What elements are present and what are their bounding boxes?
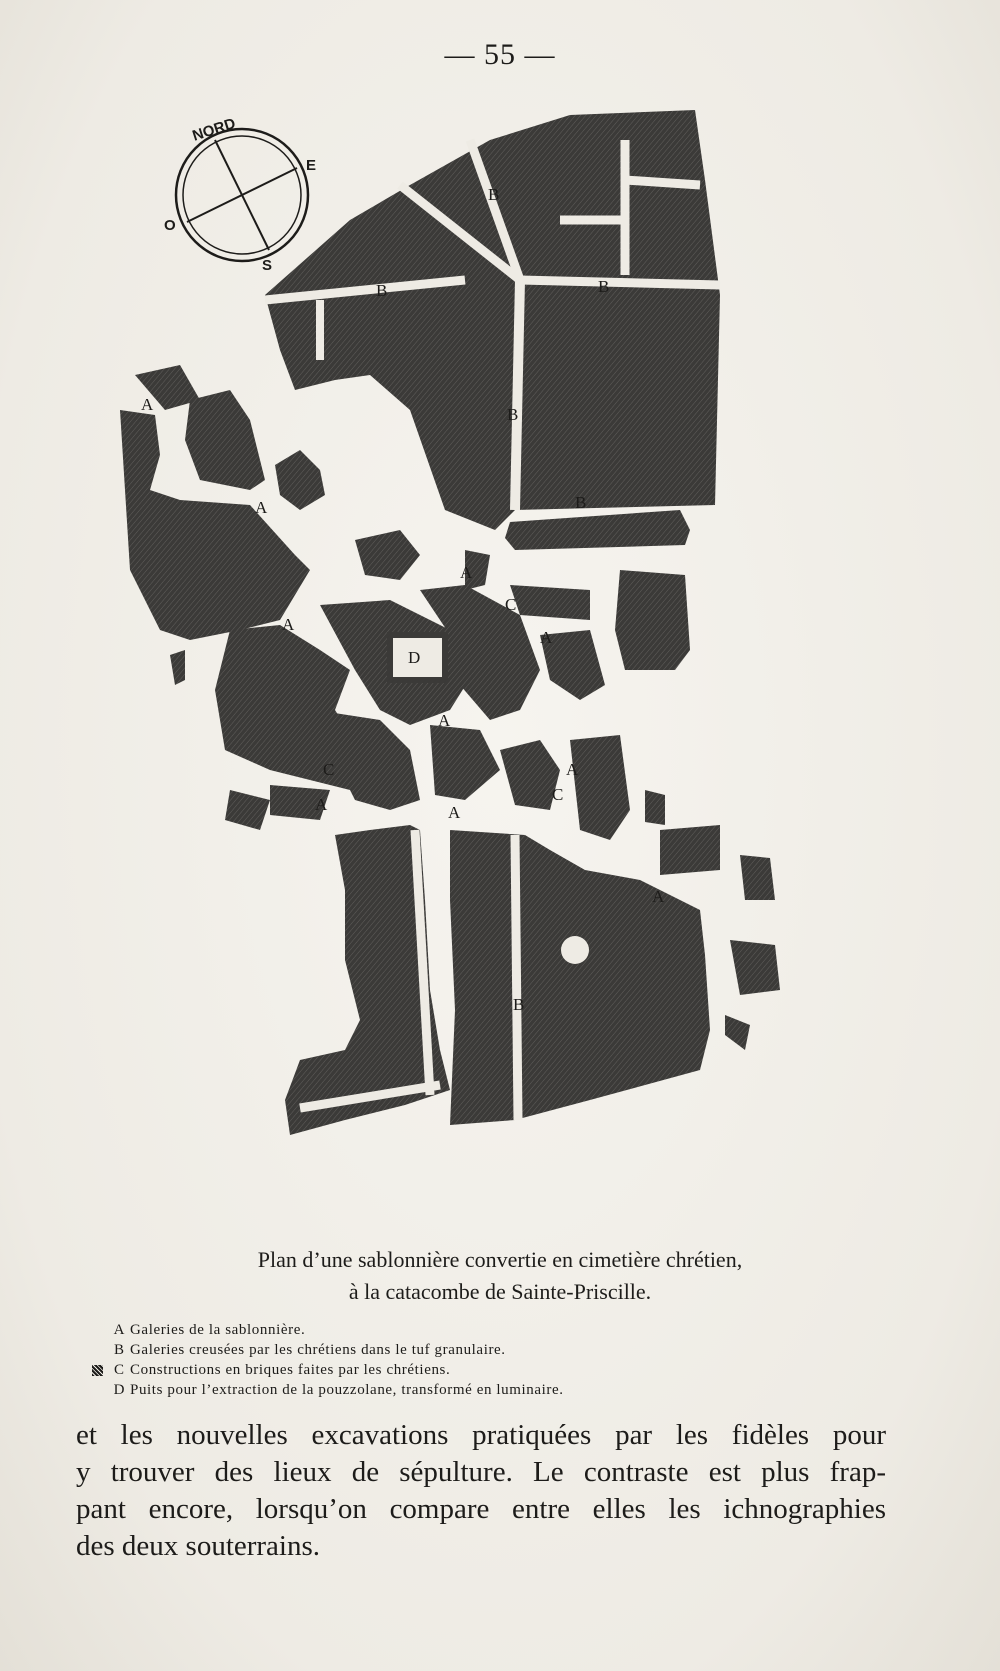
gallery-b-strip — [505, 510, 690, 550]
legend-row-b — [90, 1340, 850, 1360]
compass-west-label: O — [164, 217, 176, 234]
compass-south-label: S — [262, 257, 273, 274]
body-line-3: pant encore, lorsqu’on compare entre elles les ichnographies — [76, 1493, 886, 1525]
body-line-4: des deux souterrains. — [76, 1530, 321, 1562]
legend-row-a — [90, 1320, 850, 1340]
map-label-b-4: B — [507, 405, 519, 424]
map-label-a-5: A — [540, 628, 553, 647]
map-label-c-1: C — [505, 595, 517, 614]
map-label-a-9: A — [448, 803, 461, 822]
map-label-a-8: A — [315, 795, 328, 814]
legend-text-b: Galeries creusées par les chrétiens dans le tuf granulaire. — [130, 1342, 506, 1358]
map-label-a-1: A — [141, 395, 154, 414]
legend-key-a: A — [113, 1322, 125, 1338]
legend-key-d: D — [113, 1382, 125, 1398]
map-label-b-6: B — [513, 995, 525, 1014]
map-label-b-1: B — [488, 185, 500, 204]
map-label-b-3: B — [598, 277, 610, 296]
legend-key-c: C — [113, 1362, 124, 1378]
compass-rose — [164, 115, 316, 274]
compass-north-label: NORD — [190, 114, 238, 145]
legend-text-a: Galeries de la sablonnière. — [130, 1322, 306, 1338]
legend-row-c — [90, 1360, 850, 1380]
compass-east-label: E — [306, 157, 317, 174]
map-label-a-4: A — [282, 615, 295, 634]
map-label-a-10: A — [652, 887, 665, 906]
map-label-b-5: B — [575, 493, 587, 512]
body-line-2: y trouver des lieux de sépulture. Le contraste est plus frap- — [76, 1456, 886, 1488]
map-label-c-2: C — [323, 760, 335, 779]
legend-key-b: B — [113, 1342, 124, 1358]
map-label-a-7: A — [566, 760, 579, 779]
figure-caption-line-2: à la catacombe de Sainte-Priscille. — [348, 1279, 652, 1304]
map-label-c-3: C — [552, 785, 564, 804]
map-label-a-3: A — [460, 563, 473, 582]
upper-excavation-block — [265, 110, 720, 530]
legend-text-c: Constructions en briques faites par les chrétiens. — [130, 1362, 451, 1378]
map-label-b-2: B — [376, 281, 388, 300]
legend-text-d: Puits pour l’extraction de la pouzzolane, transformé en luminaire. — [130, 1382, 564, 1398]
map-label-a-2: A — [255, 498, 268, 517]
figure-caption-line-1: Plan d’une sablonnière convertie en cimetière chrétien, — [257, 1247, 743, 1272]
map-label-d: D — [408, 648, 421, 667]
body-line-1: et les nouvelles excavations pratiquées par les fidèles pour — [76, 1419, 886, 1451]
lower-right-excavation-block — [450, 830, 710, 1125]
hatched-brick-swatch-icon — [92, 1365, 103, 1376]
legend-row-d — [90, 1380, 850, 1400]
body-paragraph — [76, 1417, 886, 1565]
figure-legend — [90, 1320, 850, 1400]
page-number: — 55 — — [444, 38, 556, 71]
map-label-a-6: A — [438, 711, 451, 730]
catacomb-plan-figure — [120, 110, 850, 1220]
